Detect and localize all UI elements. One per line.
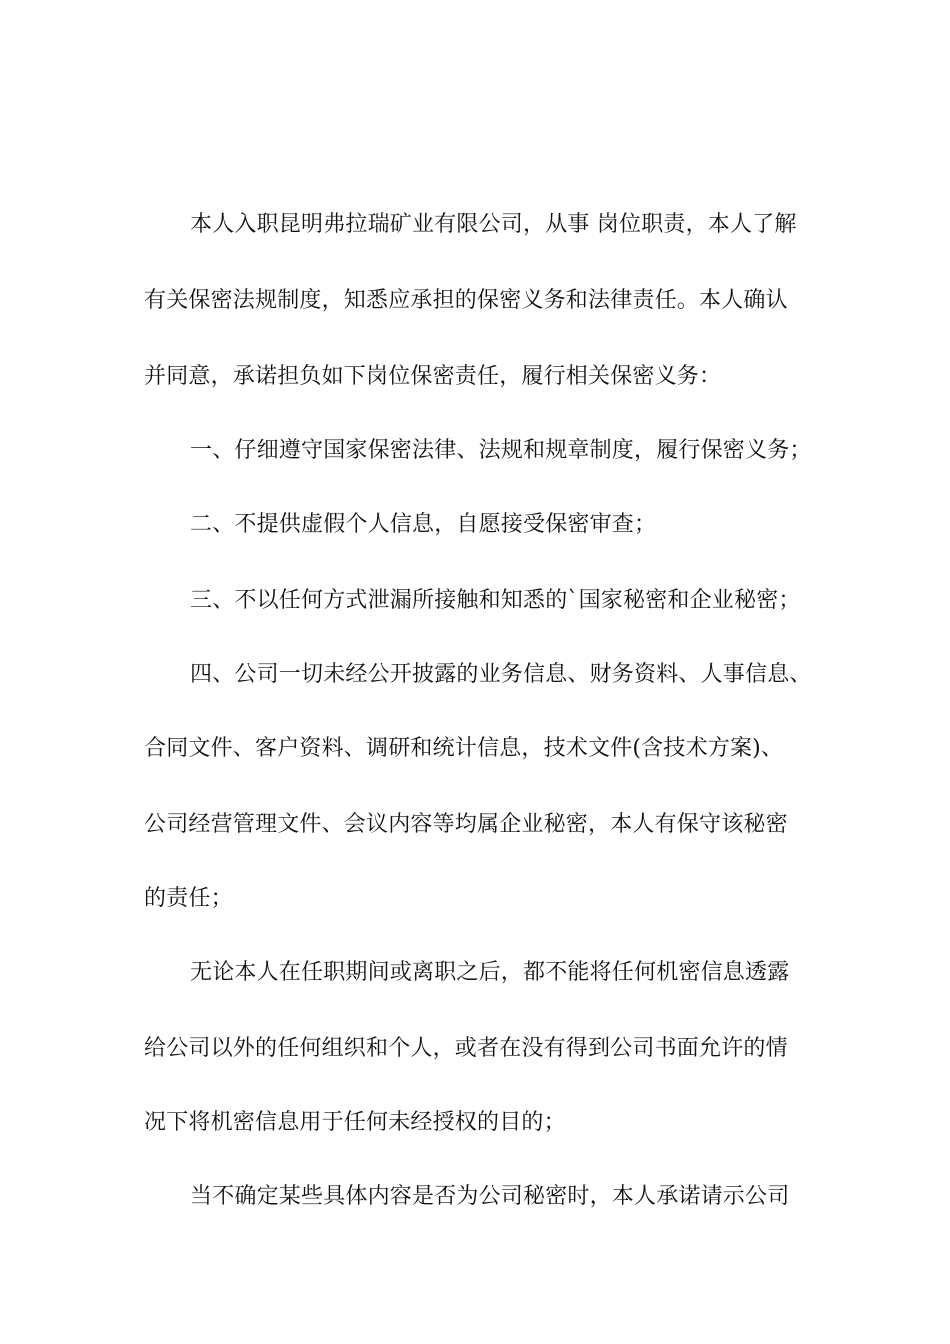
paragraph-line: 并同意，承诺担负如下岗位保密责任，履行相关保密义务： bbox=[144, 364, 722, 389]
paragraph-line: 给公司以外的任何组织和个人，或者在没有得到公司书面允许的情 bbox=[144, 1036, 788, 1061]
paragraph-line: 当不确定某些具体内容是否为公司秘密时，本人承诺请示公司 bbox=[190, 1184, 790, 1209]
paragraph-line: 四、公司一切未经公开披露的业务信息、财务资料、人事信息、 bbox=[190, 662, 812, 687]
paragraph-line: 合同文件、客户资料、调研和统计信息，技术文件(含技术方案)、 bbox=[144, 736, 784, 761]
paragraph-line: 况下将机密信息用于任何未经授权的目的； bbox=[144, 1110, 566, 1135]
paragraph-line: 三、不以任何方式泄漏所接触和知悉的`国家秘密和企业秘密； bbox=[190, 588, 801, 613]
paragraph-line: 一、仔细遵守国家保密法律、法规和规章制度，履行保密义务； bbox=[190, 438, 812, 463]
paragraph-line: 二、不提供虚假个人信息，自愿接受保密审查； bbox=[190, 512, 657, 537]
paragraph-line: 公司经营管理文件、会议内容等均属企业秘密，本人有保守该秘密 bbox=[144, 812, 788, 837]
paragraph-line: 的责任； bbox=[144, 886, 233, 911]
paragraph-line: 无论本人在任职期间或离职之后，都不能将任何机密信息透露 bbox=[190, 960, 790, 985]
paragraph-line: 有关保密法规制度，知悉应承担的保密义务和法律责任。本人确认 bbox=[144, 288, 788, 313]
paragraph-line: 本人入职昆明弗拉瑞矿业有限公司，从事 岗位职责，本人了解 bbox=[190, 212, 797, 237]
